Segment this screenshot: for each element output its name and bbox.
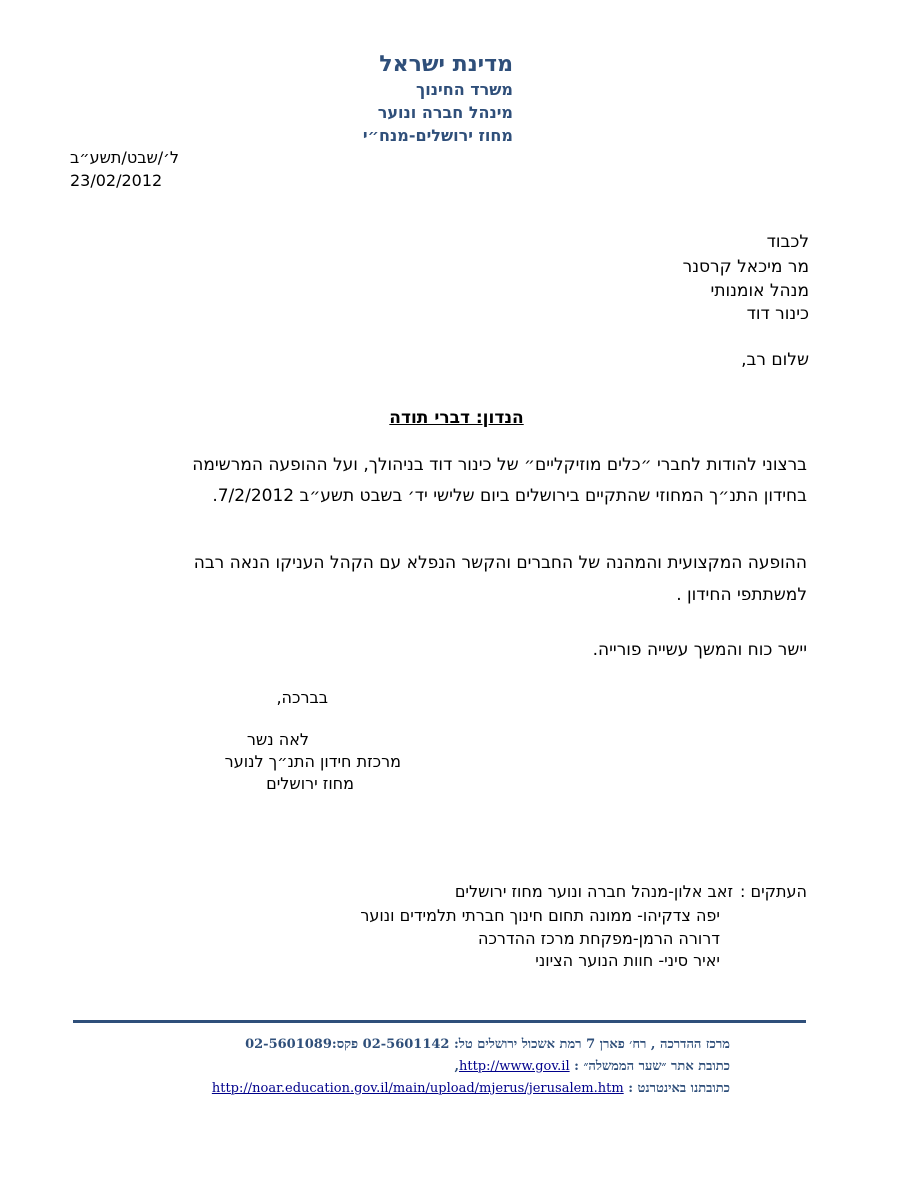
footer-site-trailing: ,: [454, 1059, 459, 1074]
footer-address: מרכז ההדרכה , רח׳ פארן 7 רמת אשכול ירושלים טל: 02-5601142 פקס:02-5601089: [245, 1037, 730, 1052]
body-p2-line2: למשתתפי החידון .: [676, 585, 807, 605]
signature-district: מחוז ירושלים: [266, 774, 354, 793]
recipient-honor: לכבוד: [766, 232, 809, 252]
date-hebrew: ל׳/שבט/תשע״ב: [70, 148, 179, 167]
cc-item: יאיר סיני- חוות הנוער הציוני: [535, 951, 720, 970]
body-p1-line1: ברצוני להודות לחברי ״כלים מוזיקליים״ של כינור דוד בניהולך, ועל ההופעה המרשימה: [192, 455, 807, 475]
signature-name: לאה נשר: [246, 730, 309, 749]
greeting: שלום רב,: [741, 350, 809, 370]
subject-line: [0, 408, 913, 428]
footer-internet-label: כתובתנו באינטרנט :: [628, 1081, 730, 1096]
signature-closing: בברכה,: [276, 688, 328, 707]
recipient-name: מר מיכאל קרסנר: [682, 257, 809, 277]
cc-item: זאב אלון-מנהל חברה ונוער מחוז ירושלים: [454, 882, 733, 901]
footer-divider: [73, 1020, 806, 1023]
letterhead-state: מדינת ישראל: [379, 52, 513, 77]
body-p2-line1: ההופעה המקצועית והמהנה של החברים והקשר הנפלא עם הקהל העניקו הנאה רבה: [193, 553, 807, 573]
letterhead-ministry: משרד החינוך: [416, 80, 513, 99]
footer-internet-link[interactable]: http://noar.education.gov.il/main/upload/mjerus/jerusalem.htm: [211, 1081, 624, 1096]
letterhead-administration: מינהל חברה ונוער: [377, 103, 513, 122]
letterhead-district: מחוז ירושלים-מנח״י: [362, 126, 513, 145]
date-gregorian: 23/02/2012: [70, 171, 163, 190]
footer-site-row: [454, 1058, 730, 1074]
recipient-org: כינור דוד: [746, 304, 809, 324]
signature-title: מרכזת חידון התנ״ך לנוער: [224, 752, 401, 771]
cc-item: דרורה הרמן-מפקחת מרכז ההדרכה: [477, 929, 720, 948]
cc-item: יפה צדקיהו- ממונה תחום חינוך חברתי תלמידים ונוער: [360, 906, 720, 925]
footer-site-link[interactable]: http://www.gov.il: [458, 1059, 570, 1074]
footer-site-label: כתובת אתר ״שער הממשלה״ :: [574, 1059, 730, 1074]
body-p1-line2: בחידון התנ״ך המחוזי שהתקיים בירושלים ביום שלישי יד׳ בשבט תשע״ב 7/2/2012.: [212, 486, 807, 506]
subject-text: הנדון: דברי תודה: [389, 408, 524, 428]
cc-label: העתקים :: [739, 882, 807, 901]
body-p3: יישר כוח והמשך עשייה פורייה.: [592, 640, 807, 660]
recipient-role: מנהל אומנותי: [710, 281, 809, 301]
footer-internet-row: [212, 1080, 730, 1096]
